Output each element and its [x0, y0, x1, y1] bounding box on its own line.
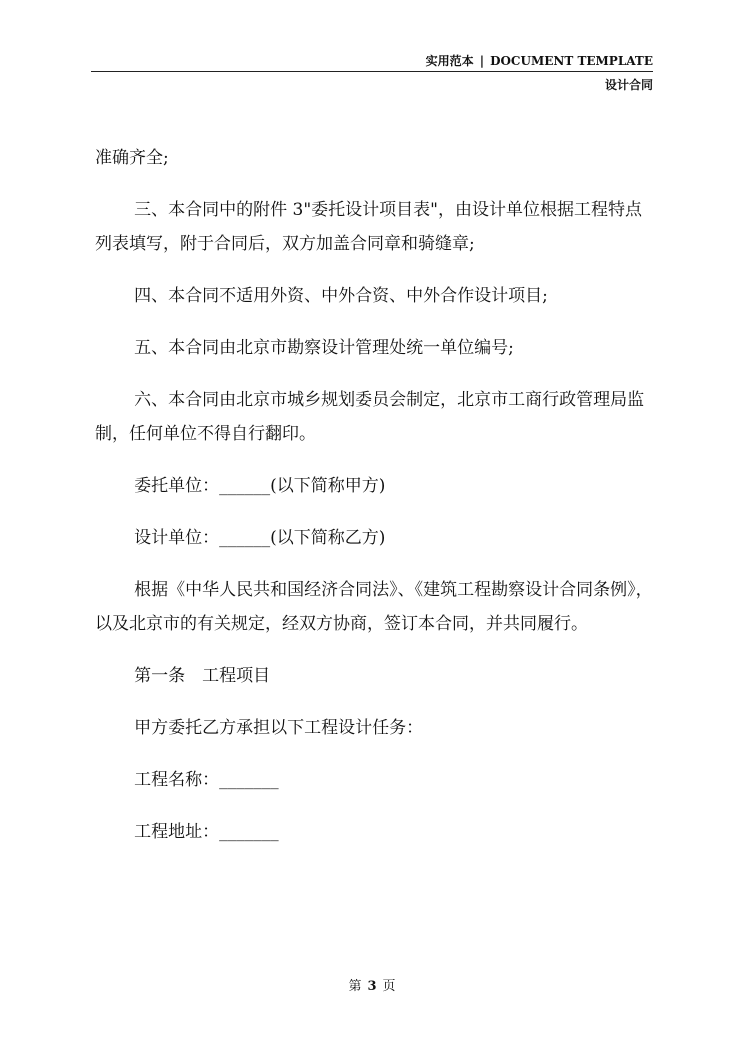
document-body [95, 141, 655, 867]
header-subtitle: 设计合同 [604, 78, 653, 92]
header-brand: 实用范本 [425, 54, 474, 68]
paragraph-clause-3: 三、本合同中的附件 3"委托设计项目表"，由设计单位根据工程特点列表填写，附于合同后，双方加盖合同章和骑缝章; [95, 200, 642, 254]
article-1-heading: 第一条 工程项目 [134, 666, 271, 686]
paragraph-clause-6: 六、本合同由北京市城乡规划委员会制定，北京市工商行政管理局监制，任何单位不得自行翻印。 [95, 390, 645, 444]
paragraph-basis: 根据《中华人民共和国经济合同法》、《建筑工程勘察设计合同条例》，以及北京市的有关规定，经双方协商，签订本合同，并共同履行。 [95, 580, 653, 634]
project-name-line: 工程名称：_______ [134, 770, 279, 790]
page-number: 3 [367, 979, 377, 994]
page-footer [0, 975, 744, 994]
header-separator: | [479, 54, 485, 68]
client-unit-line: 委托单位：______(以下简称甲方) [134, 476, 386, 496]
footer-suffix: 页 [382, 979, 396, 994]
footer-prefix: 第 [348, 979, 362, 994]
design-unit-line: 设计单位：______(以下简称乙方) [134, 528, 386, 548]
header-template-label: DOCUMENT TEMPLATE [490, 54, 653, 68]
paragraph-clause-4: 四、本合同不适用外资、中外合资、中外合作设计项目; [134, 286, 548, 306]
page-header [426, 52, 653, 69]
paragraph-continuation: 准确齐全; [95, 148, 169, 168]
paragraph-task: 甲方委托乙方承担以下工程设计任务： [134, 718, 424, 738]
paragraph-clause-5: 五、本合同由北京市勘察设计管理处统一单位编号; [134, 338, 514, 358]
project-address-line: 工程地址：_______ [134, 822, 279, 842]
header-rule [91, 71, 653, 72]
